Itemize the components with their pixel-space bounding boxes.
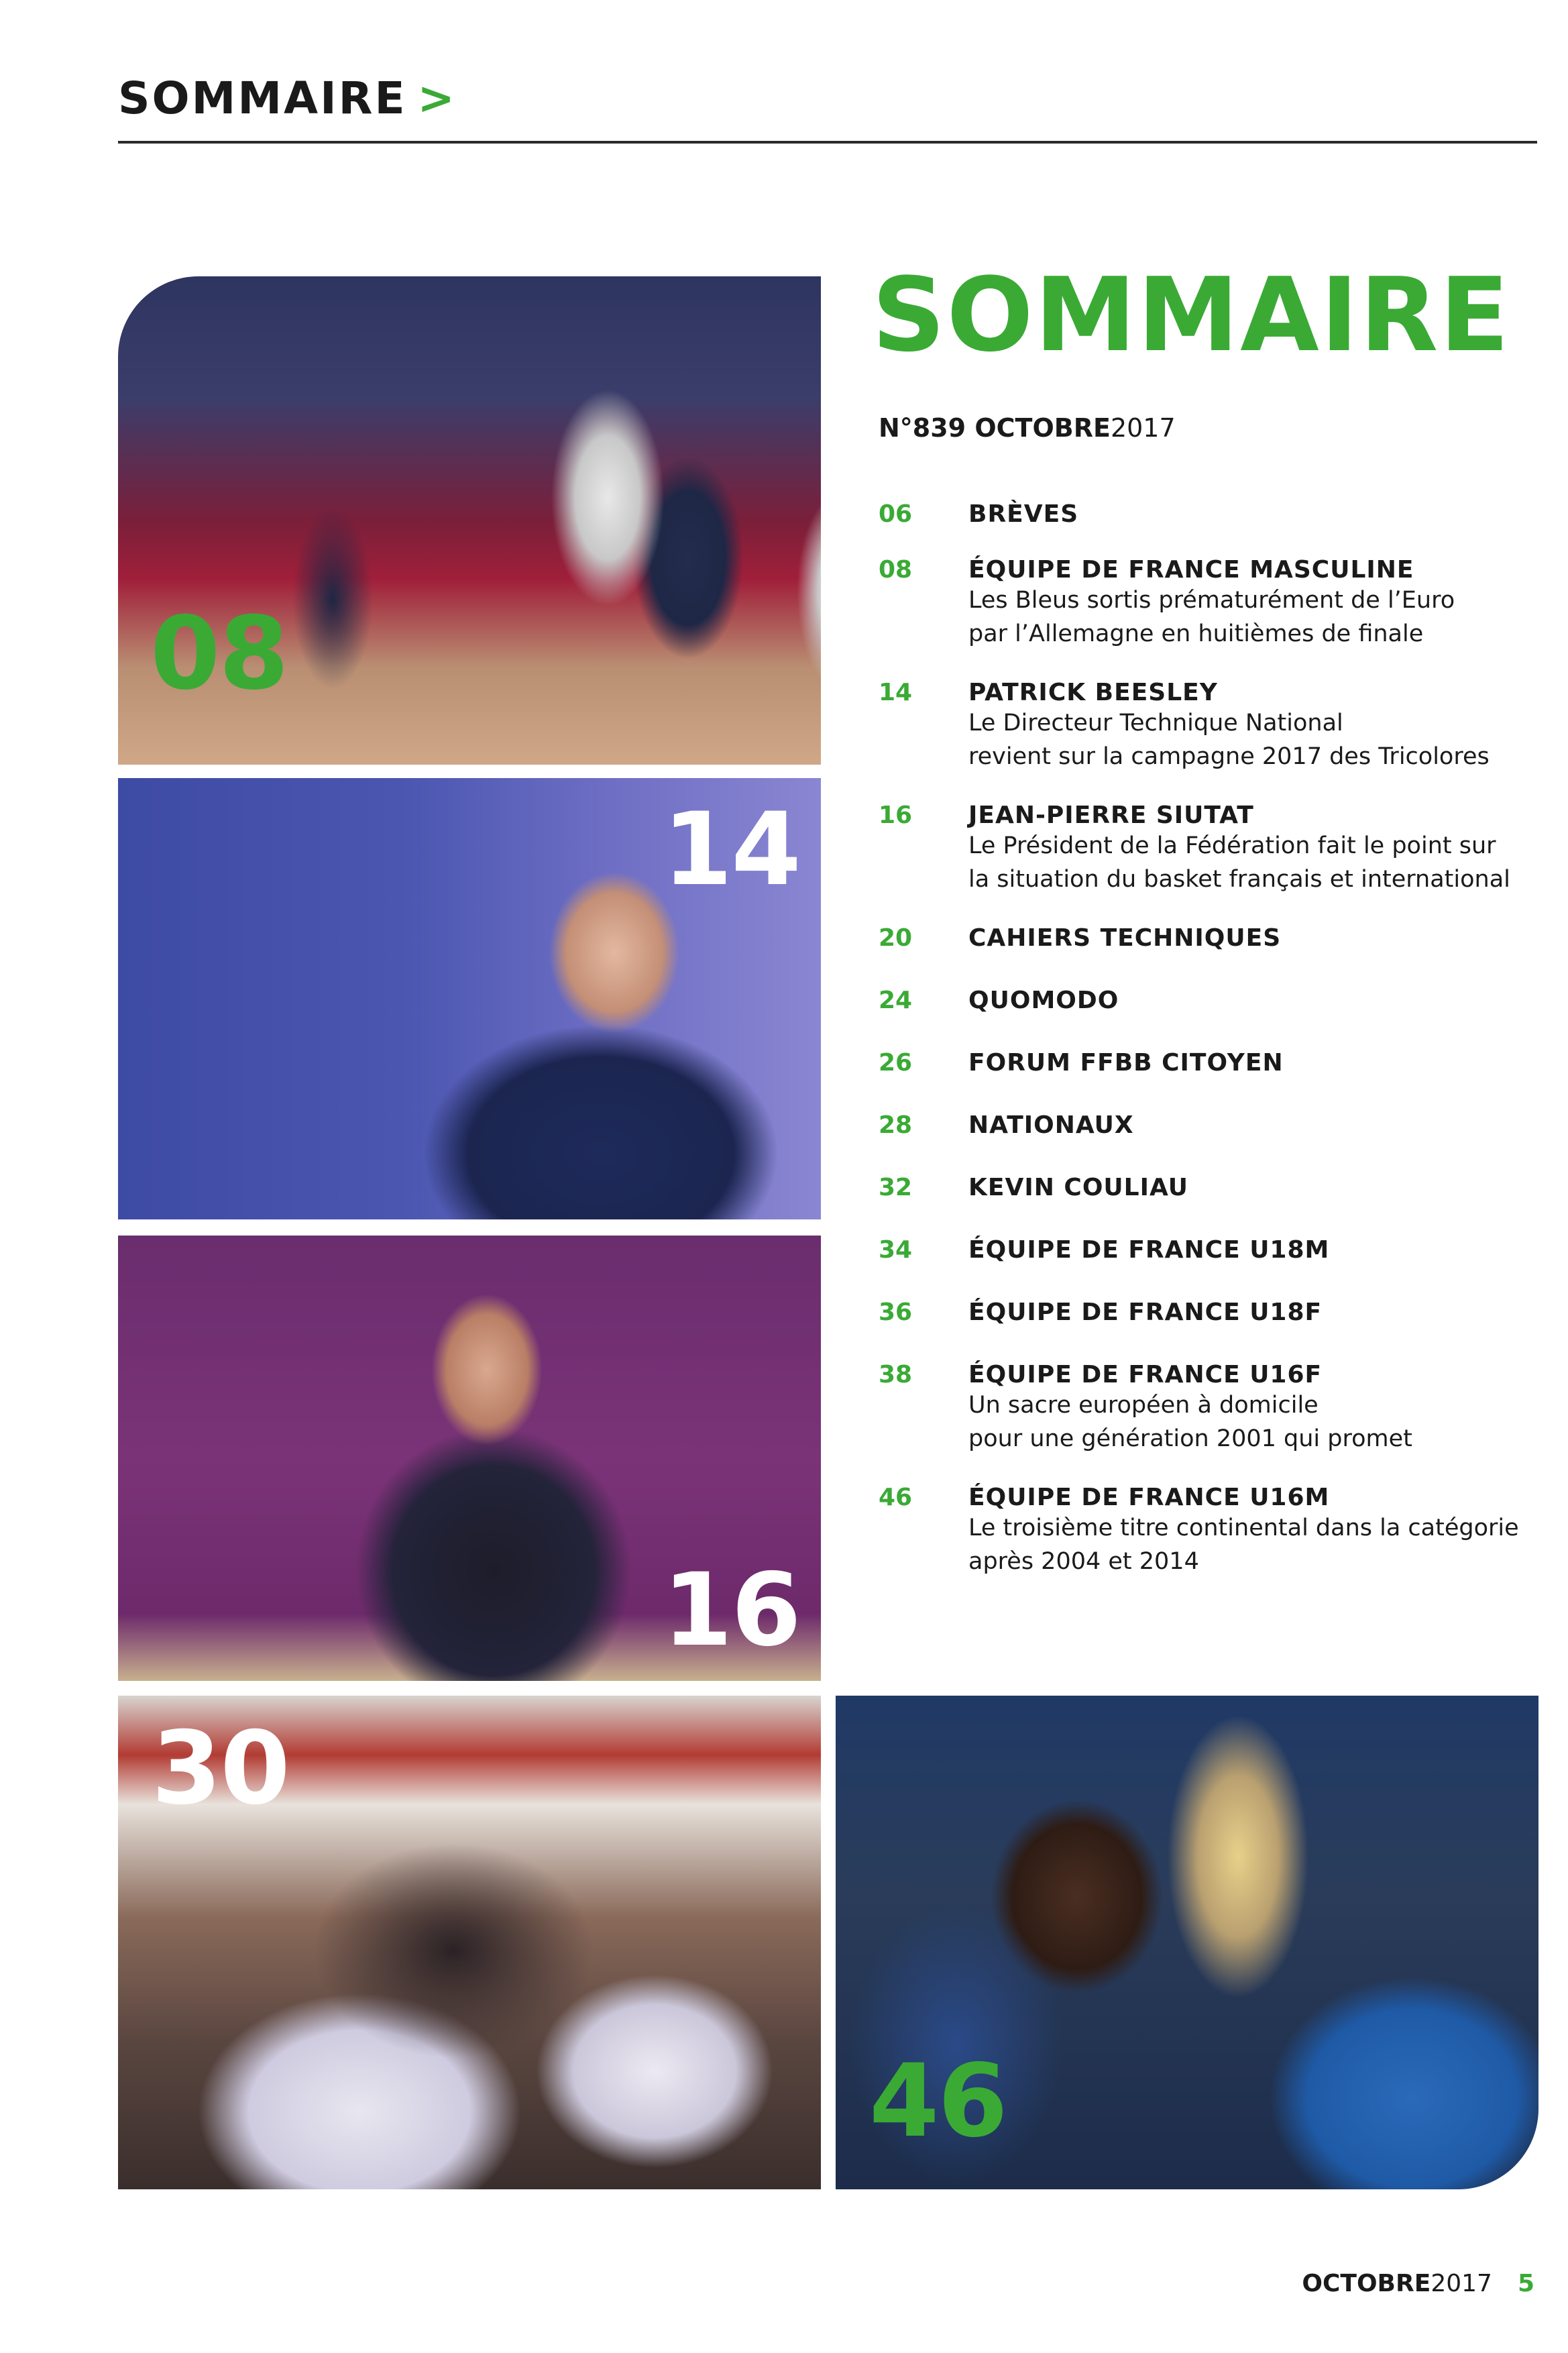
toc-page-number: 32 [879,1174,913,1201]
issue-number: N°839 OCTOBRE [879,413,1111,443]
toc-page-number: 28 [879,1111,913,1139]
toc-description: Un sacre européen à domicile [968,1392,1319,1419]
toc-description: la situation du basket français et international [968,866,1510,893]
toc-entry[interactable] [879,802,1536,896]
section-header [118,72,457,124]
footer-year: 2017 [1431,2270,1492,2297]
toc-entry[interactable] [879,556,1536,651]
footer-month: OCTOBRE [1302,2270,1431,2297]
toc-title: QUOMODO [968,987,1119,1014]
toc-title: JEAN-PIERRE SIUTAT [968,802,1254,829]
toc-title: ÉQUIPE DE FRANCE U16M [968,1484,1330,1511]
toc-title: CAHIERS TECHNIQUES [968,924,1282,952]
toc-description: pour une génération 2001 qui promet [968,1425,1412,1452]
toc-entry[interactable] [879,1111,1536,1139]
toc-entry[interactable] [879,679,1536,773]
toc-entry[interactable] [879,1484,1536,1578]
photo-page-number: 08 [150,596,288,712]
page-number: 5 [1517,2270,1534,2297]
toc-title: ÉQUIPE DE FRANCE U18F [968,1299,1323,1326]
toc-page-number: 36 [879,1299,913,1326]
toc-title: PATRICK BEESLEY [968,679,1218,706]
toc-title: KEVIN COULIAU [968,1174,1188,1201]
page-footer [1302,2270,1534,2297]
toc-entry[interactable] [879,1174,1536,1201]
header-divider [118,141,1537,144]
photo-patrick-beesley[interactable] [118,778,821,1219]
toc-description: après 2004 et 2014 [968,1548,1199,1575]
toc-description: Le Président de la Fédération fait le point sur [968,832,1496,859]
photo-euro-game[interactable] [118,276,821,765]
toc-page-number: 46 [879,1484,913,1511]
toc-page-number: 26 [879,1049,913,1077]
toc-description: par l’Allemagne en huitièmes de finale [968,620,1424,647]
toc-title: ÉQUIPE DE FRANCE U18M [968,1236,1330,1264]
toc-title: ÉQUIPE DE FRANCE U16F [968,1361,1323,1388]
photo-jean-pierre-siutat[interactable] [118,1236,821,1681]
toc-page-number: 24 [879,987,913,1014]
toc-entry[interactable] [879,924,1536,952]
toc-page-number: 14 [879,679,913,706]
toc-description: Les Bleus sortis prématurément de l’Euro [968,587,1455,614]
table-of-contents [879,500,1536,1578]
toc-title: BRÈVES [968,500,1079,528]
issue-year: 2017 [1110,413,1176,443]
toc-entry[interactable] [879,1049,1536,1077]
toc-title: FORUM FFBB CITOYEN [968,1049,1284,1077]
toc-description: Le Directeur Technique National [968,710,1343,736]
issue-line [879,413,1176,443]
photo-page-number: 16 [663,1552,800,1669]
toc-page-number: 38 [879,1361,913,1388]
toc-entry[interactable] [879,987,1536,1014]
photo-page-number: 14 [663,791,800,908]
toc-entry[interactable] [879,1236,1536,1264]
toc-page-number: 34 [879,1236,913,1264]
chevron-right-icon: > [417,72,457,124]
toc-page-number: 08 [879,556,913,584]
toc-page-number: 20 [879,924,913,952]
toc-entry[interactable] [879,500,1536,528]
photo-page-number: 46 [869,2043,1007,2160]
photo-page-number: 30 [152,1710,289,1827]
toc-entry[interactable] [879,1299,1536,1326]
toc-title: ÉQUIPE DE FRANCE MASCULINE [968,556,1414,584]
toc-description: revient sur la campagne 2017 des Tricolores [968,743,1490,770]
photo-u16f-celebration[interactable] [118,1696,821,2189]
toc-page-number: 06 [879,500,913,528]
toc-description: Le troisième titre continental dans la catégorie [968,1515,1519,1541]
toc-entry[interactable] [879,1361,1536,1456]
toc-title: NATIONAUX [968,1111,1134,1139]
photo-u16m-trophy[interactable] [836,1696,1538,2189]
header-title: SOMMAIRE [118,72,407,124]
toc-page-number: 16 [879,802,913,829]
page-title: SOMMAIRE [872,256,1511,374]
